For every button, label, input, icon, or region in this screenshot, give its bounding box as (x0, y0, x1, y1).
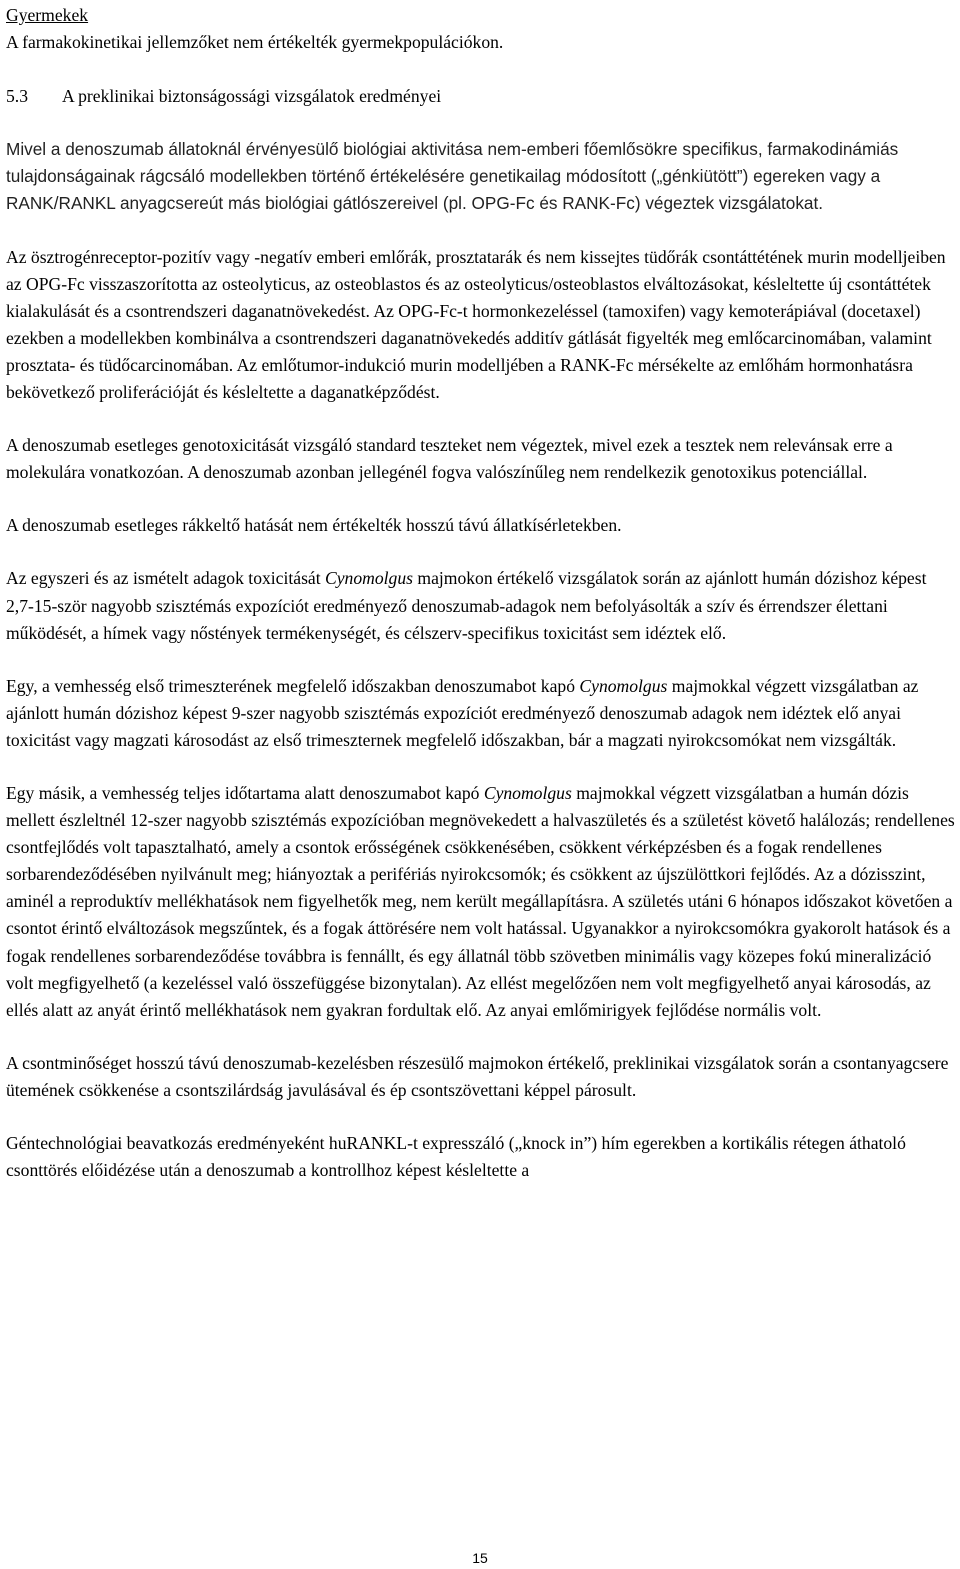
paragraph-bone-quality: A csontminőséget hosszú távú denoszumab-kezelésben részesülő majmokon értékelő, preklinikai vizsgálatok során a csontanyagcsere ütemének csökkenése a csontszilárdság javulásával és ép csontszövettani képpel párosult. (6, 1052, 949, 1100)
paragraph-knock-in: Géntechnológiai beavatkozás eredményeként huRANKL-t expresszáló („knock in”) hím egerekben a kortikális rétegen áthatoló csonttörés előidézése után a denoszumab a kontrollhoz képest késleltette a (6, 1133, 906, 1181)
section-number: 5.3 (6, 86, 28, 107)
paragraph-tumor-models: Az ösztrogénreceptor-pozitív vagy -negatív emberi emlőrák, prosztatarák és nem kissejtes tüdőrák csontáttétének murin modelljeiben az OPG-Fc visszaszorította az osteolyticus, az osteoblastos és az osteolyticus/osteoblastos elváltozásokat, késleltette új csontáttétek kialakulását és a csontrendszeri daganatnövekedést. Az OPG-Fc-t hormonkezeléssel (tamoxifen) vagy kemoterápiával (docetaxel) ezekben a modellekben kombinálva a csontrendszeri daganatnövekedés additív gátlását figyelték meg emlőcarcinomában, valamint prosztata- és tüdőcarcinomában. Az emlőtumor-indukció murin modelljében a RANK-Fc mérsékelte az emlőhám hormonhatásra bekövetkező proliferációját és késleltette a daganatképződést. (6, 246, 946, 403)
paragraph-first-trimester (6, 673, 956, 754)
paragraph-carcinogenicity: A denoszumab esetleges rákkeltő hatását nem értékelték hosszú távú állatkísérletekben. (6, 515, 622, 536)
document-body (6, 2, 956, 1184)
species-italic: Cynomolgus (325, 568, 413, 589)
paragraph-mechanism: Mivel a denoszumab állatoknál érvényesülő biológiai aktivitása nem-emberi főemlősökre specifikus, farmakodinámiás tulajdonságainak rágcsáló modellekben történő értékelésére genetikailag módosított („génkiütött”) egereken vagy a RANK/RANKL anyagcsereút más biológiai gátlószereivel (pl. OPG-Fc és RANK-Fc) végeztek vizsgálatokat. (6, 139, 899, 214)
subsection-heading-children: Gyermekek (6, 5, 89, 25)
text-segment: majmokkal végzett vizsgálatban az ajánlott humán dózishoz képest 9-szer nagyobb szisztémás expozíciót eredményező denoszumab adagok nem idéztek elő anyai toxicitást vagy magzati károsodást az első trimeszternek megfelelő időszakban, bár a magzati nyirokcsomókat nem vizsgálták. (6, 675, 919, 750)
text-segment: majmokkal végzett vizsgálatban a humán dózis mellett észleltnél 12-szer nagyobb szisztémás expozícióban megnövekedett a halvaszületés és a születést követő halálozás; rendellenes csontfejlődés volt tapasztalható, amely a csontok erősségének csökkenésében, csökkent vérképzésben és a fogak rendellenes sorbarendeződésében nyilvánult meg; hiányoztak a perifériás nyirokcsomók; és csökkent az újszülöttkori fejlődés. Az a dózisszint, aminél a reproduktív mellékhatások nem figyelhetők meg, nem került megállapításra. A születés utáni 6 hónapos időszakot követően a csontot érintő elváltozások megszűntek, és a fogak áttörésére nem volt hatással. Ugyanakkor a nyirokcsomókra gyakorolt hatások és a fogak rendellenes sorbarendeződése továbbra is fennállt, és egy állatnál több szövetben minimális vagy közepes fokú mineralizáció volt megfigyelhető (a kezeléssel való összefüggése bizonytalan). Az ellést megelőzően nem volt megfigyelhető anyai károsodás, az ellés alatt az anyát érintő mellékhatások nem gyakran fordultak elő. Az anyai emlőmirigyek fejlődése normális volt. (6, 782, 955, 1020)
text-segment: majmokon értékelő vizsgálatok során az ajánlott humán dózishoz képest 2,7-15-ször nagyobb szisztémás expozíciót eredményező denoszumab-adagok nem befolyásolták a szív és érrendszer élettani működését, a hímek vagy nőstények termékenységét, és célszerv-specifikus toxicitást sem idéztek elő. (6, 568, 927, 643)
page-number: 15 (472, 1550, 488, 1566)
paragraph-full-pregnancy (6, 780, 956, 1024)
paragraph-toxicity-cynomolgus (6, 565, 956, 646)
children-text: A farmakokinetikai jellemzőket nem értékelték gyermekpopulációkon. (6, 32, 504, 53)
section-heading (6, 83, 956, 110)
text-segment: Az egyszeri és az ismételt adagok toxicitását (6, 568, 326, 589)
text-segment: Egy, a vemhesség első trimeszterének megfelelő időszakban denoszumabot kapó (6, 675, 580, 696)
paragraph-genotoxicity: A denoszumab esetleges genotoxicitását vizsgáló standard teszteket nem végeztek, mivel ezek a tesztek nem relevánsak erre a molekulára vonatkozóan. A denoszumab azonban jellegénél fogva valószínűleg nem rendelkezik genotoxikus potenciállal. (6, 435, 893, 483)
species-italic: Cynomolgus (579, 675, 668, 696)
text-segment: Egy másik, a vemhesség teljes időtartama alatt denoszumabot kapó (6, 782, 484, 803)
section-title: A preklinikai biztonságossági vizsgálatok eredményei (62, 86, 442, 107)
species-italic: Cynomolgus (483, 782, 572, 803)
